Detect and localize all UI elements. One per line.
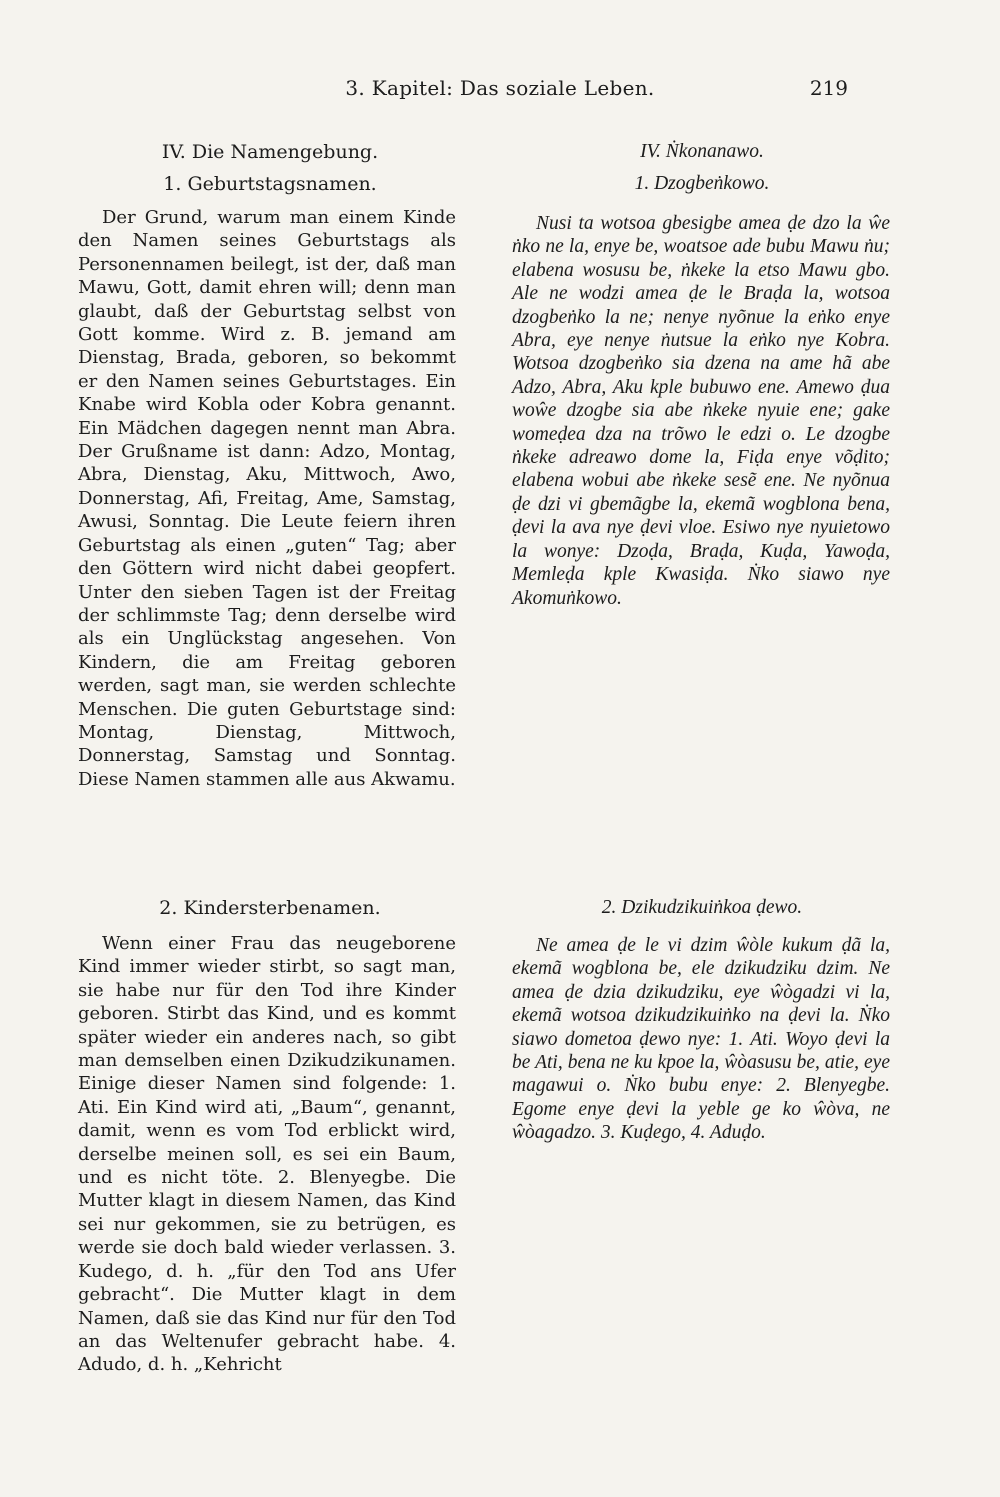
paragraph-2-ewe: Ne amea ḍe le vi dzim ŵòle kukum ḍã la, ekemã wogblona be, ele dzikudziku dzim. Ne amea ḍe dzia dzikudziku, eye ŵògadzi vi la, ekemã wotsoa dzikudzikuiṅko na ḍevi la. Ṅko siawo dometoa ḍewo nye: 1. Ati. Woyo ḍevi la be Ati, bena ne ku kpoe la, ŵòasusu be, atie, eye magawui o. Ṅko bubu enye: 2. Blenyegbe. Egome enye ḍevi la yeble ge ko ŵòva, ne ŵòagadzo. 3. Kuḍego, 4. Aduḍo. <box>512 935 890 1144</box>
subsection2-title-german: 2. Kindersterbenamen. <box>159 897 381 919</box>
section-title-ewe: IV. Ṅkonanawo. <box>640 141 764 162</box>
running-header <box>0 76 1000 106</box>
paragraph-2-german: Wenn einer Frau das neugeborene Kind immer wieder stirbt, so sagt man, sie habe nur für den Tod ihre Kinder geboren. Stirbt das Kind, und es kommt später wieder ein anderes nach, so gibt man demselben einen Dzikudzikunamen. Einige dieser Namen sind folgende: 1. Ati. Ein Kind wird ati, „Baum“, genannt, damit, wenn es vom Tod erblickt wird, derselbe meinen soll, es sei ein Baum, und es nicht töte. 2. Blenyegbe. Die Mutter klagt in diesem Namen, das Kind sei nur gekommen, sie zu betrügen, es werde sie doch bald wieder verlassen. 3. Kudego, d. h. „für den Tod ans Ufer gebracht“. Die Mutter klagt in dem Namen, daß sie das Kind nur für den Tod an das Weltenufer gebracht habe. 4. Adudo, d. h. „Kehricht <box>78 933 456 1376</box>
subsection1-title-german: 1. Geburtstagsnamen. <box>163 173 377 195</box>
subsection2-title-ewe: 2. Dzikudzikuiṅkoa ḍewo. <box>601 897 803 918</box>
running-title: 3. Kapitel: Das soziale Leben. <box>345 76 655 100</box>
page-number: 219 <box>809 76 848 100</box>
paragraph-1-ewe: Nusi ta wotsoa gbesigbe amea ḍe dzo la ŵe ṅko ne la, enye be, woatsoe ade bubu Mawu ṅu; elabena wosusu be, ṅkeke la etso Mawu gbo. Ale ne wodzi amea ḍe le Braḍa la, wotsoa dzogbeṅko la ne; nenye nyõnue la eṅko enye Abra, eye nenye ṅutsue la eṅko nye Kobra. Wotsoa dzogbeṅko sia dzena na ame hã abe Adzo, Abra, Aku kple bubuwo ene. Amewo ḍua woŵe dzogbe sia abe ṅkeke nyuie ene; gake womeḍea dza na trõwo le edzi o. Le dzogbe ṅkeke adreawo dome la, Fiḍa enye võḍito; elabena wobui abe ṅkeke sesẽ ene. Ne nyõnua ḍe dzi vi gbemãgbe la, ekemã wogblona bena, ḍevi la ava nye ḍevi vloe. Esiwo nye nyuietowo la wonye: Dzoḍa, Braḍa, Kuḍa, Yawoḍa, Memleḍa kple Kwasiḍa. Ṅko siawo nye Akomuṅkowo. <box>512 213 890 609</box>
section-title-german: IV. Die Namengebung. <box>161 141 379 163</box>
subsection1-title-ewe: 1. Dzogbeṅkowo. <box>634 173 770 194</box>
paragraph-1-german: Der Grund, warum man einem Kinde den Namen seines Geburtstags als Personennamen beilegt, ist der, daß man Mawu, Gott, damit ehren will; denn man glaubt, daß der Geburtstag selbst von Gott komme. Wird z. B. jemand am Dienstag, Brada, geboren, so bekommt er den Namen seines Geburtstages. Ein Knabe wird Kobla oder Kobra genannt. Ein Mädchen dagegen nennt man Abra. Der Grußname ist dann: Adzo, Montag, Abra, Dienstag, Aku, Mittwoch, Awo, Donnerstag, Afi, Freitag, Ame, Samstag, Awusi, Sonntag. Die Leute feiern ihren Geburtstag als einen „guten“ Tag; aber den Göttern wird nicht dabei geopfert. Unter den sieben Tagen ist der Freitag der schlimmste Tag; denn derselbe wird als ein Unglückstag angesehen. Von Kindern, die am Freitag geboren werden, sagt man, sie werden schlechte Menschen. Die guten Geburtstage sind: Montag, Dienstag, Mittwoch, Donnerstag, Samstag und Sonntag. Diese Namen stammen alle aus Akwamu. <box>78 207 456 790</box>
